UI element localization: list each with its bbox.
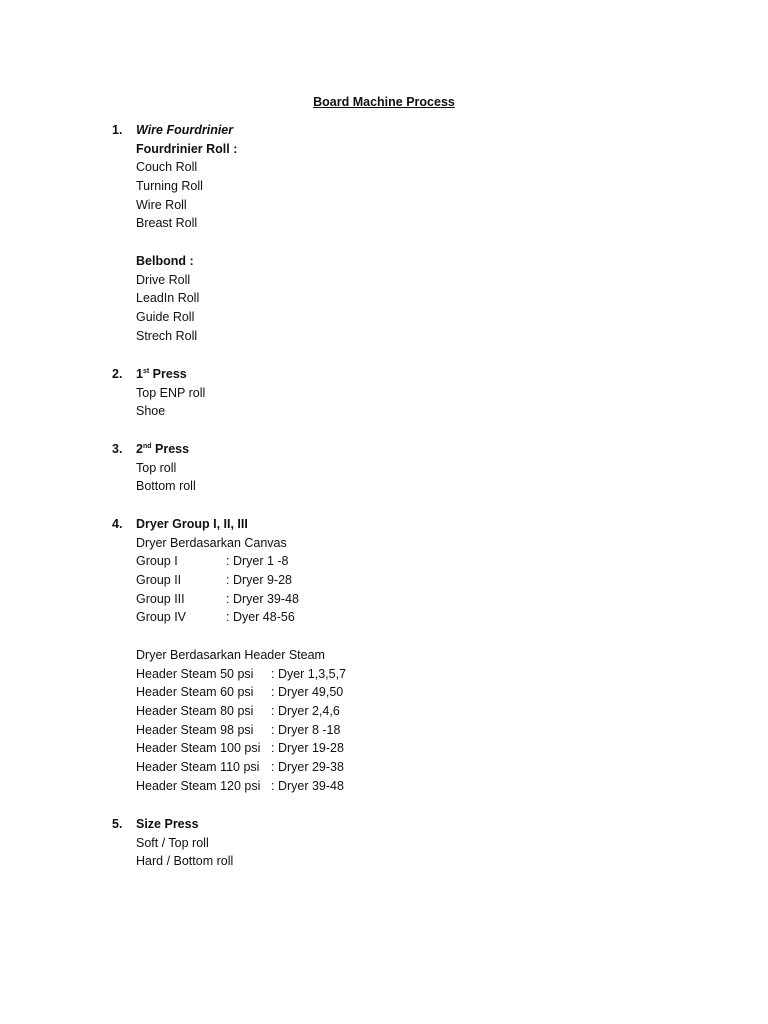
steam-value: : Dryer 19-28 [271,741,344,756]
steam-name: Header Steam 110 psi [136,759,260,774]
section-body [136,440,656,496]
spacer [136,627,656,646]
section-heading: Size Press [136,817,199,831]
group-value: : Dryer 1 -8 [226,554,289,569]
steam-value: : Dryer 39-48 [271,778,344,793]
list-item: Turning Roll [136,179,203,194]
steam-name: Header Steam 80 psi [136,703,254,718]
subheading-belbond: Belbond : [136,253,194,268]
page-title: Board Machine Process [313,95,455,109]
list-item: Top roll [136,460,177,475]
section-heading [136,365,656,384]
list-item: Strech Roll [136,328,198,343]
steam-row [136,777,656,796]
section-heading: Wire Fourdrinier [136,123,234,137]
group-value: : Dryer 39-48 [226,591,299,606]
section-number: 2. [112,367,123,381]
section-number: 3. [112,442,123,456]
steam-row [136,702,656,721]
heading-ordinal: 2 [136,442,143,456]
steam-row [136,721,656,740]
section-number: 4. [112,517,123,531]
steam-name: Header Steam 120 psi [136,778,261,793]
list-item: Soft / Top roll [136,835,209,850]
steam-value: : Dryer 2,4,6 [271,703,340,718]
section-body [136,121,656,345]
steam-value: : Dryer 29-38 [271,759,344,774]
steam-name: Header Steam 60 psi [136,685,254,700]
section-heading: Dryer Group I, II, III [136,517,248,531]
steam-row [136,665,656,684]
group-row [136,590,656,609]
list-item: LeadIn Roll [136,291,200,306]
section-body [136,365,656,421]
group-row [136,571,656,590]
canvas-title: Dryer Berdasarkan Canvas [136,535,287,550]
list-item: Top ENP roll [136,385,206,400]
section-heading [136,440,656,459]
section-body [136,515,656,795]
list-item: Breast Roll [136,216,198,231]
heading-ordinal-suffix: st [142,367,150,375]
group-value: : Dyer 48-56 [226,610,295,625]
list-item: Guide Roll [136,309,195,324]
steam-value: : Dyer 1,3,5,7 [271,666,347,681]
section-body [136,815,656,871]
group-name: Group II [136,573,182,588]
steam-row [136,683,656,702]
group-name: Group I [136,554,178,569]
list-item: Shoe [136,404,166,419]
subheading-fourdrinier-roll: Fourdrinier Roll : [136,141,238,156]
list-item: Couch Roll [136,160,198,175]
heading-ordinal-suffix: nd [142,442,152,450]
spacer [136,233,656,252]
steam-name: Header Steam 98 psi [136,722,254,737]
heading-ordinal: 1 [136,367,143,381]
group-name: Group III [136,591,185,606]
heading-text: Press [149,367,187,381]
list-item: Wire Roll [136,197,187,212]
group-name: Group IV [136,610,187,625]
list-item: Bottom roll [136,479,196,494]
steam-value: : Dryer 8 -18 [271,722,341,737]
section-number: 5. [112,817,123,831]
section-number: 1. [112,123,123,137]
steam-name: Header Steam 100 psi [136,741,261,756]
group-row [136,608,656,627]
group-value: : Dryer 9-28 [226,573,292,588]
steam-name: Header Steam 50 psi [136,666,254,681]
list-item: Hard / Bottom roll [136,854,234,869]
steam-row [136,758,656,777]
steam-row [136,739,656,758]
steam-title: Dryer Berdasarkan Header Steam [136,647,325,662]
group-row [136,552,656,571]
steam-value: : Dryer 49,50 [271,685,344,700]
heading-text: Press [151,442,190,456]
list-item: Drive Roll [136,272,191,287]
